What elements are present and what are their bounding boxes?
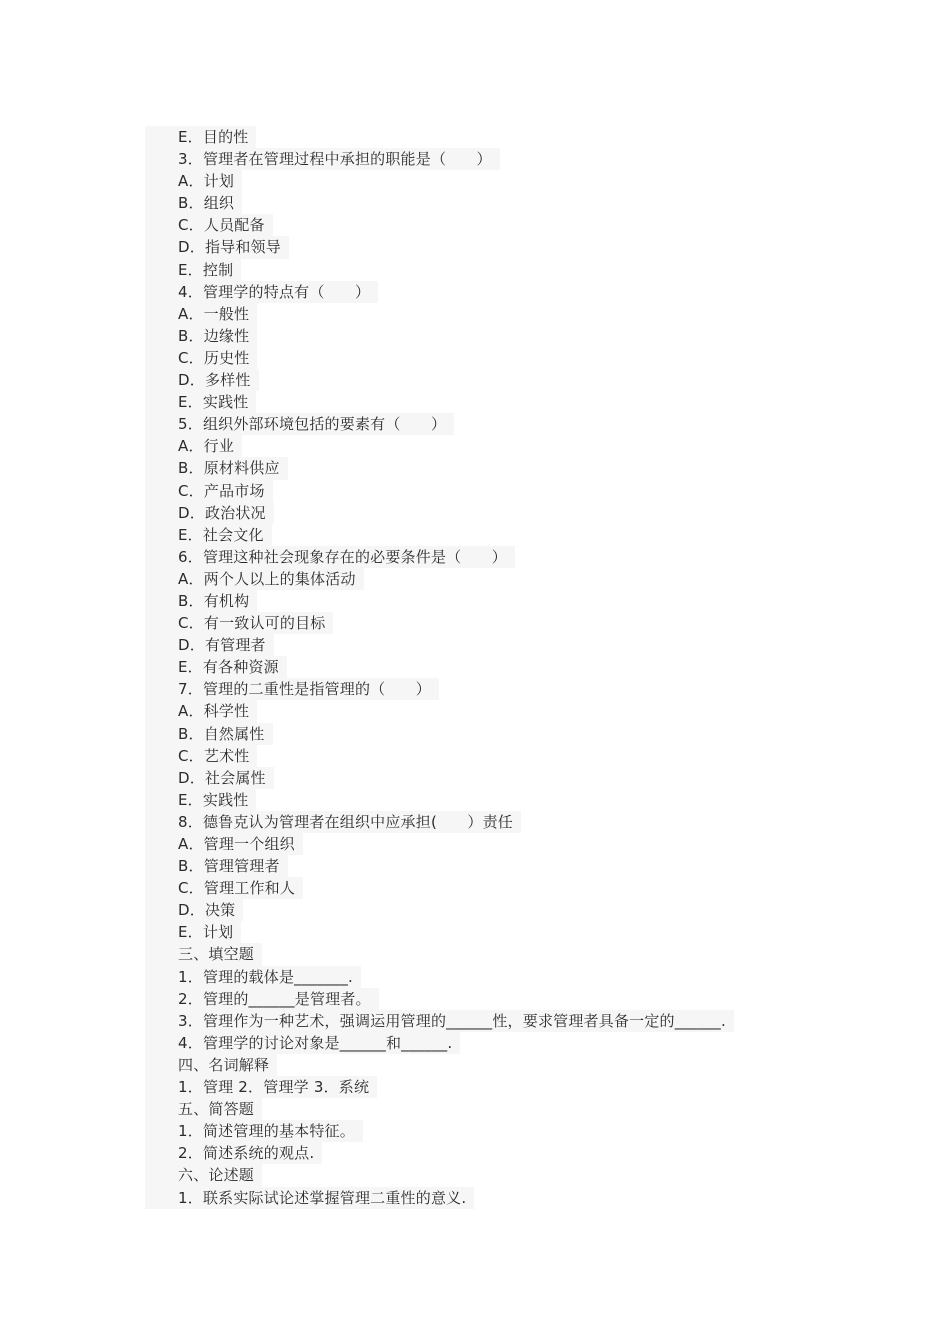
question-line: [145, 988, 845, 1010]
line-text: 4．管理学的特点有（ ）: [145, 281, 378, 303]
option-line: [145, 855, 845, 877]
option-line: [145, 369, 845, 391]
question-line: [145, 1032, 845, 1054]
option-line: [145, 634, 845, 656]
question-line: [145, 413, 845, 435]
option-line: [145, 480, 845, 502]
option-line: [145, 126, 845, 148]
document-body: [145, 126, 845, 1209]
line-text: 6．管理这种社会现象存在的必要条件是（ ）: [145, 546, 515, 568]
question-line: [145, 811, 845, 833]
line-text: D．有管理者: [145, 634, 274, 656]
line-text: 7．管理的二重性是指管理的（ ）: [145, 678, 439, 700]
option-line: [145, 259, 845, 281]
line-text: A．一般性: [145, 303, 257, 325]
section-heading: [145, 943, 845, 965]
option-line: [145, 236, 845, 258]
line-text: D．指导和领导: [145, 236, 289, 258]
option-line: [145, 656, 845, 678]
line-text: E．实践性: [145, 391, 256, 413]
line-text: 1．联系实际试论述掌握管理二重性的意义.: [145, 1187, 474, 1209]
option-line: [145, 833, 845, 855]
option-line: [145, 899, 845, 921]
question-line: [145, 1120, 845, 1142]
line-text: A．科学性: [145, 700, 257, 722]
line-text: D．决策: [145, 899, 243, 921]
line-text: A．行业: [145, 435, 242, 457]
line-text: E．有各种资源: [145, 656, 287, 678]
line-text: 2．管理的______是管理者。: [145, 988, 379, 1010]
line-text: 5．组织外部环境包括的要素有（ ）: [145, 413, 454, 435]
option-line: [145, 921, 845, 943]
option-line: [145, 612, 845, 634]
option-line: [145, 214, 845, 236]
line-text: E．计划: [145, 921, 241, 943]
line-text: 8．德鲁克认为管理者在组织中应承担( ）责任: [145, 811, 521, 833]
line-text: C．有一致认可的目标: [145, 612, 333, 634]
question-line: [145, 546, 845, 568]
question-line: [145, 1010, 845, 1032]
line-text: A．管理一个组织: [145, 833, 303, 855]
line-text: C．艺术性: [145, 745, 257, 767]
line-text: D．社会属性: [145, 767, 274, 789]
line-text: B．管理管理者: [145, 855, 288, 877]
line-text: B．边缘性: [145, 325, 257, 347]
line-text: A．两个人以上的集体活动: [145, 568, 364, 590]
question-line: [145, 281, 845, 303]
question-line: [145, 1187, 845, 1209]
section-heading: [145, 1054, 845, 1076]
line-text: 五、简答题: [145, 1098, 262, 1120]
line-text: 3．管理作为一种艺术，强调运用管理的______性，要求管理者具备一定的______.: [145, 1010, 734, 1032]
line-text: B．自然属性: [145, 723, 273, 745]
line-text: 1．管理的载体是_______.: [145, 966, 361, 988]
question-line: [145, 966, 845, 988]
line-text: 三、填空题: [145, 943, 262, 965]
line-text: C．人员配备: [145, 214, 273, 236]
line-text: C．管理工作和人: [145, 877, 303, 899]
option-line: [145, 590, 845, 612]
question-line: [145, 148, 845, 170]
line-text: E．实践性: [145, 789, 256, 811]
section-heading: [145, 1098, 845, 1120]
line-text: A．计划: [145, 170, 242, 192]
line-text: B．有机构: [145, 590, 257, 612]
line-text: B．组织: [145, 192, 242, 214]
line-text: 六、论述题: [145, 1164, 262, 1186]
option-line: [145, 568, 845, 590]
option-line: [145, 767, 845, 789]
line-text: 4．管理学的讨论对象是______和______.: [145, 1032, 460, 1054]
option-line: [145, 789, 845, 811]
option-line: [145, 524, 845, 546]
option-line: [145, 457, 845, 479]
line-text: E．控制: [145, 259, 241, 281]
option-line: [145, 303, 845, 325]
section-heading: [145, 1164, 845, 1186]
line-text: 四、名词解释: [145, 1054, 277, 1076]
line-text: 3．管理者在管理过程中承担的职能是（ ）: [145, 148, 500, 170]
line-text: E．目的性: [145, 126, 256, 148]
option-line: [145, 325, 845, 347]
option-line: [145, 700, 845, 722]
line-text: C．产品市场: [145, 480, 273, 502]
line-text: 2．简述系统的观点.: [145, 1142, 322, 1164]
line-text: 1．简述管理的基本特征。: [145, 1120, 363, 1142]
option-line: [145, 170, 845, 192]
line-text: C．历史性: [145, 347, 257, 369]
option-line: [145, 391, 845, 413]
option-line: [145, 502, 845, 524]
question-line: [145, 1142, 845, 1164]
line-text: D．多样性: [145, 369, 259, 391]
line-text: B．原材料供应: [145, 457, 288, 479]
option-line: [145, 723, 845, 745]
line-text: D．政治状况: [145, 502, 274, 524]
question-line: [145, 1076, 845, 1098]
option-line: [145, 877, 845, 899]
question-line: [145, 678, 845, 700]
option-line: [145, 435, 845, 457]
option-line: [145, 347, 845, 369]
line-text: E．社会文化: [145, 524, 272, 546]
option-line: [145, 192, 845, 214]
option-line: [145, 745, 845, 767]
line-text: 1．管理 2．管理学 3．系统: [145, 1076, 377, 1098]
